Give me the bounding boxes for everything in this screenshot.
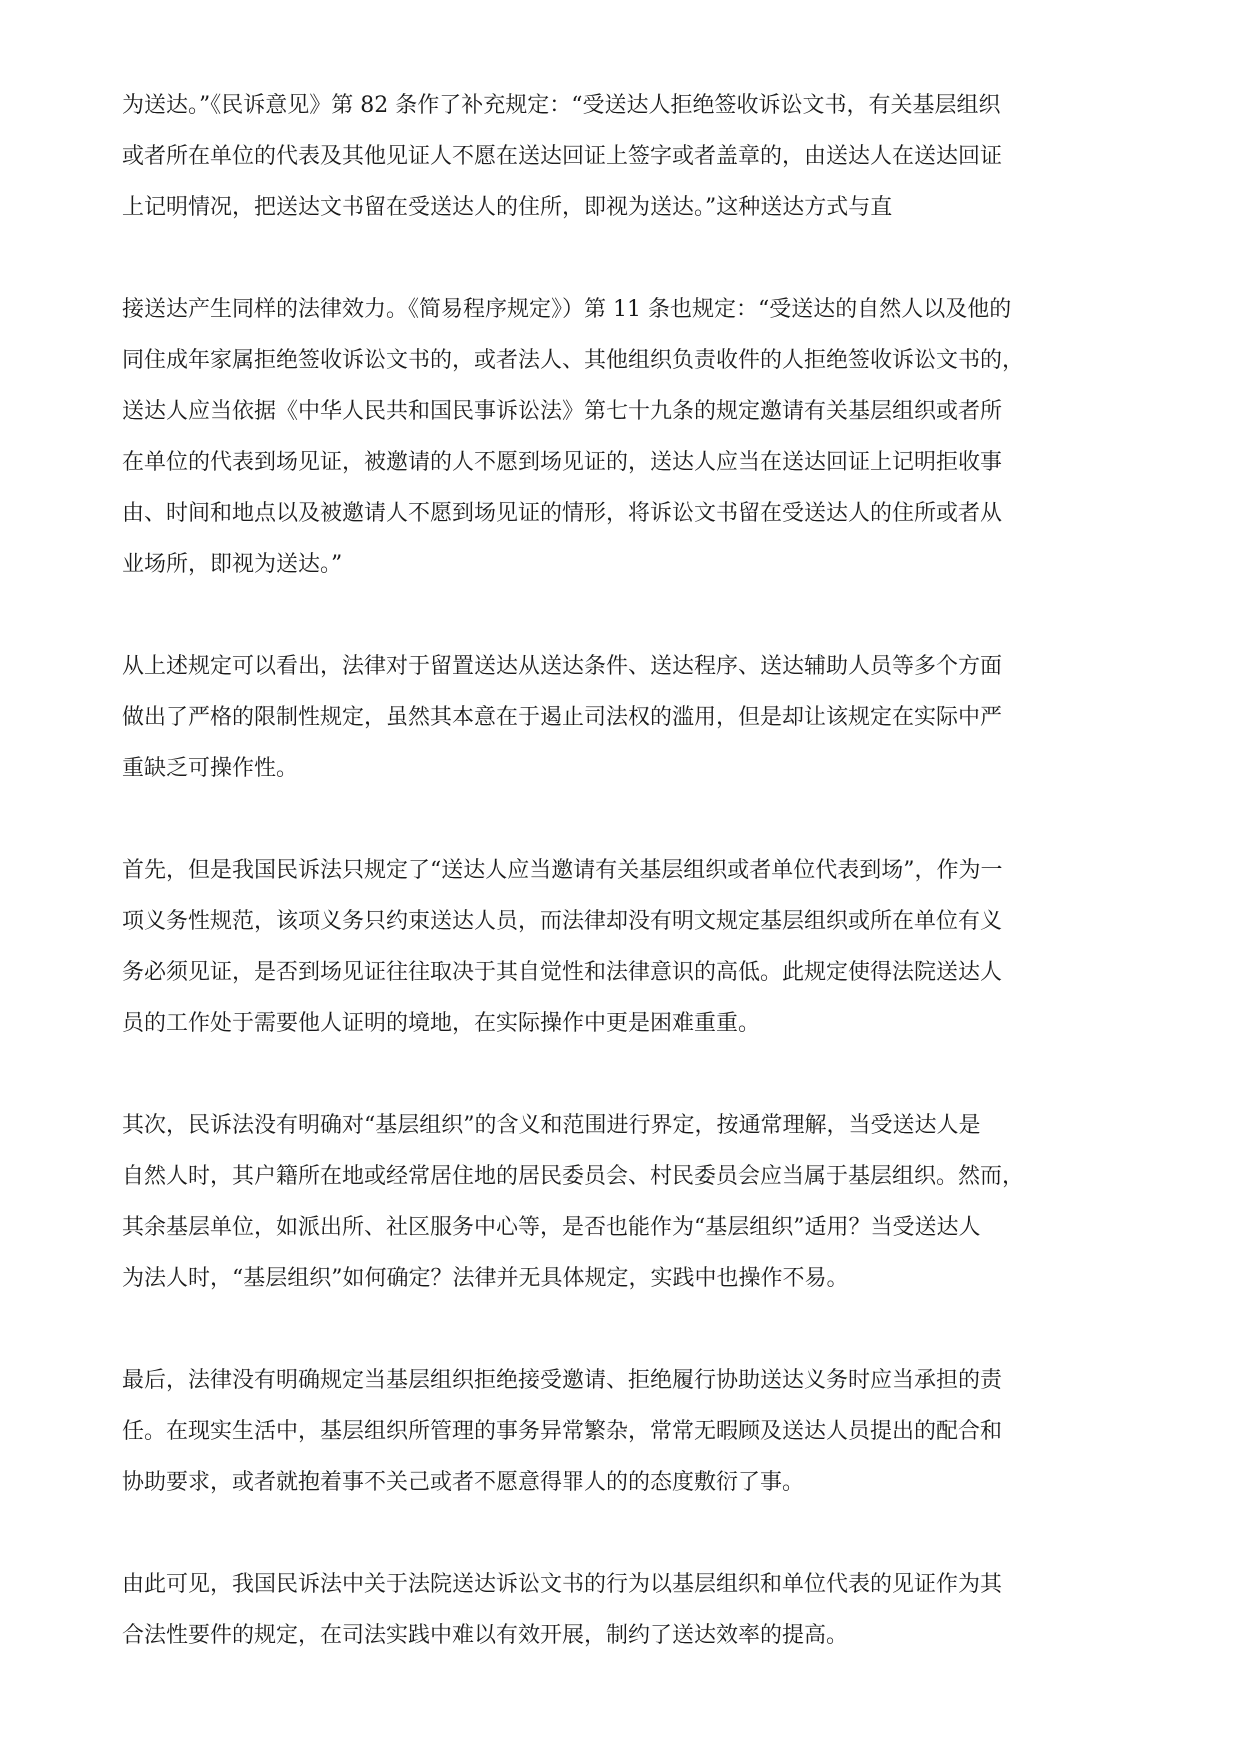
text-line: 送达人应当依据《中华人民共和国民事诉讼法》第七十九条的规定邀请有关基层组织或者所 xyxy=(122,399,1003,424)
text-line: 其次，民诉法没有明确对“基层组织”的含义和范围进行界定，按通常理解，当受送达人是 xyxy=(122,1113,981,1138)
paragraph-4 xyxy=(122,845,1122,1049)
text-line: 同住成年家属拒绝签收诉讼文书的，或者法人、其他组织负责收件的人拒绝签收诉讼文书的， xyxy=(122,348,1025,373)
text-line: 业场所，即视为送达。” xyxy=(122,552,343,577)
text-line: 上记明情况，把送达文书留在受送达人的住所，即视为送达。”这种送达方式与直 xyxy=(122,195,893,220)
text-line: 在单位的代表到场见证，被邀请的人不愿到场见证的，送达人应当在送达回证上记明拒收事 xyxy=(122,450,1003,475)
paragraph-2 xyxy=(122,284,1122,590)
paragraph-3 xyxy=(122,641,1122,794)
paragraph-1 xyxy=(122,80,1122,233)
text-line: 最后，法律没有明确规定当基层组织拒绝接受邀请、拒绝履行协助送达义务时应当承担的责 xyxy=(122,1368,1003,1393)
text-line: 或者所在单位的代表及其他见证人不愿在送达回证上签字或者盖章的，由送达人在送达回证 xyxy=(122,144,1003,169)
text-line: 自然人时，其户籍所在地或经常居住地的居民委员会、村民委员会应当属于基层组织。然而， xyxy=(122,1164,1025,1189)
text-line: 合法性要件的规定，在司法实践中难以有效开展，制约了送达效率的提高。 xyxy=(122,1623,849,1648)
text-line: 任。在现实生活中，基层组织所管理的事务异常繁杂，常常无暇顾及送达人员提出的配合和 xyxy=(122,1419,1003,1444)
text-line: 协助要求，或者就抱着事不关己或者不愿意得罪人的的态度敷衍了事。 xyxy=(122,1470,805,1495)
document-body xyxy=(122,80,1122,1661)
text-line: 项义务性规范，该项义务只约束送达人员，而法律却没有明文规定基层组织或所在单位有义 xyxy=(122,909,1003,934)
text-line: 从上述规定可以看出，法律对于留置送达从送达条件、送达程序、送达辅助人员等多个方面 xyxy=(122,654,1003,679)
text-line: 为送达。”《民诉意见》第 82 条作了补充规定：“受送达人拒绝签收诉讼文书，有关基层组织 xyxy=(122,93,1001,118)
text-line: 由、时间和地点以及被邀请人不愿到场见证的情形，将诉讼文书留在受送达人的住所或者从 xyxy=(122,501,1003,526)
text-line: 重缺乏可操作性。 xyxy=(122,756,299,781)
text-line: 其余基层单位，如派出所、社区服务中心等，是否也能作为“基层组织”适用？当受送达人 xyxy=(122,1215,981,1240)
text-line: 做出了严格的限制性规定，虽然其本意在于遏止司法权的滥用，但是却让该规定在实际中严 xyxy=(122,705,1003,730)
text-line: 为法人时，“基层组织”如何确定？法律并无具体规定，实践中也操作不易。 xyxy=(122,1266,849,1291)
paragraph-5 xyxy=(122,1100,1122,1304)
paragraph-6 xyxy=(122,1355,1122,1508)
text-line: 务必须见证，是否到场见证往往取决于其自觉性和法律意识的高低。此规定使得法院送达人 xyxy=(122,960,1003,985)
text-line: 首先，但是我国民诉法只规定了“送达人应当邀请有关基层组织或者单位代表到场”，作为一 xyxy=(122,858,1003,883)
text-line: 由此可见，我国民诉法中关于法院送达诉讼文书的行为以基层组织和单位代表的见证作为其 xyxy=(122,1572,1003,1597)
paragraph-7 xyxy=(122,1559,1122,1661)
text-line: 接送达产生同样的法律效力。《简易程序规定》）第 11 条也规定：“受送达的自然人以及他的 xyxy=(122,297,1012,322)
text-line: 员的工作处于需要他人证明的境地，在实际操作中更是困难重重。 xyxy=(122,1011,761,1036)
